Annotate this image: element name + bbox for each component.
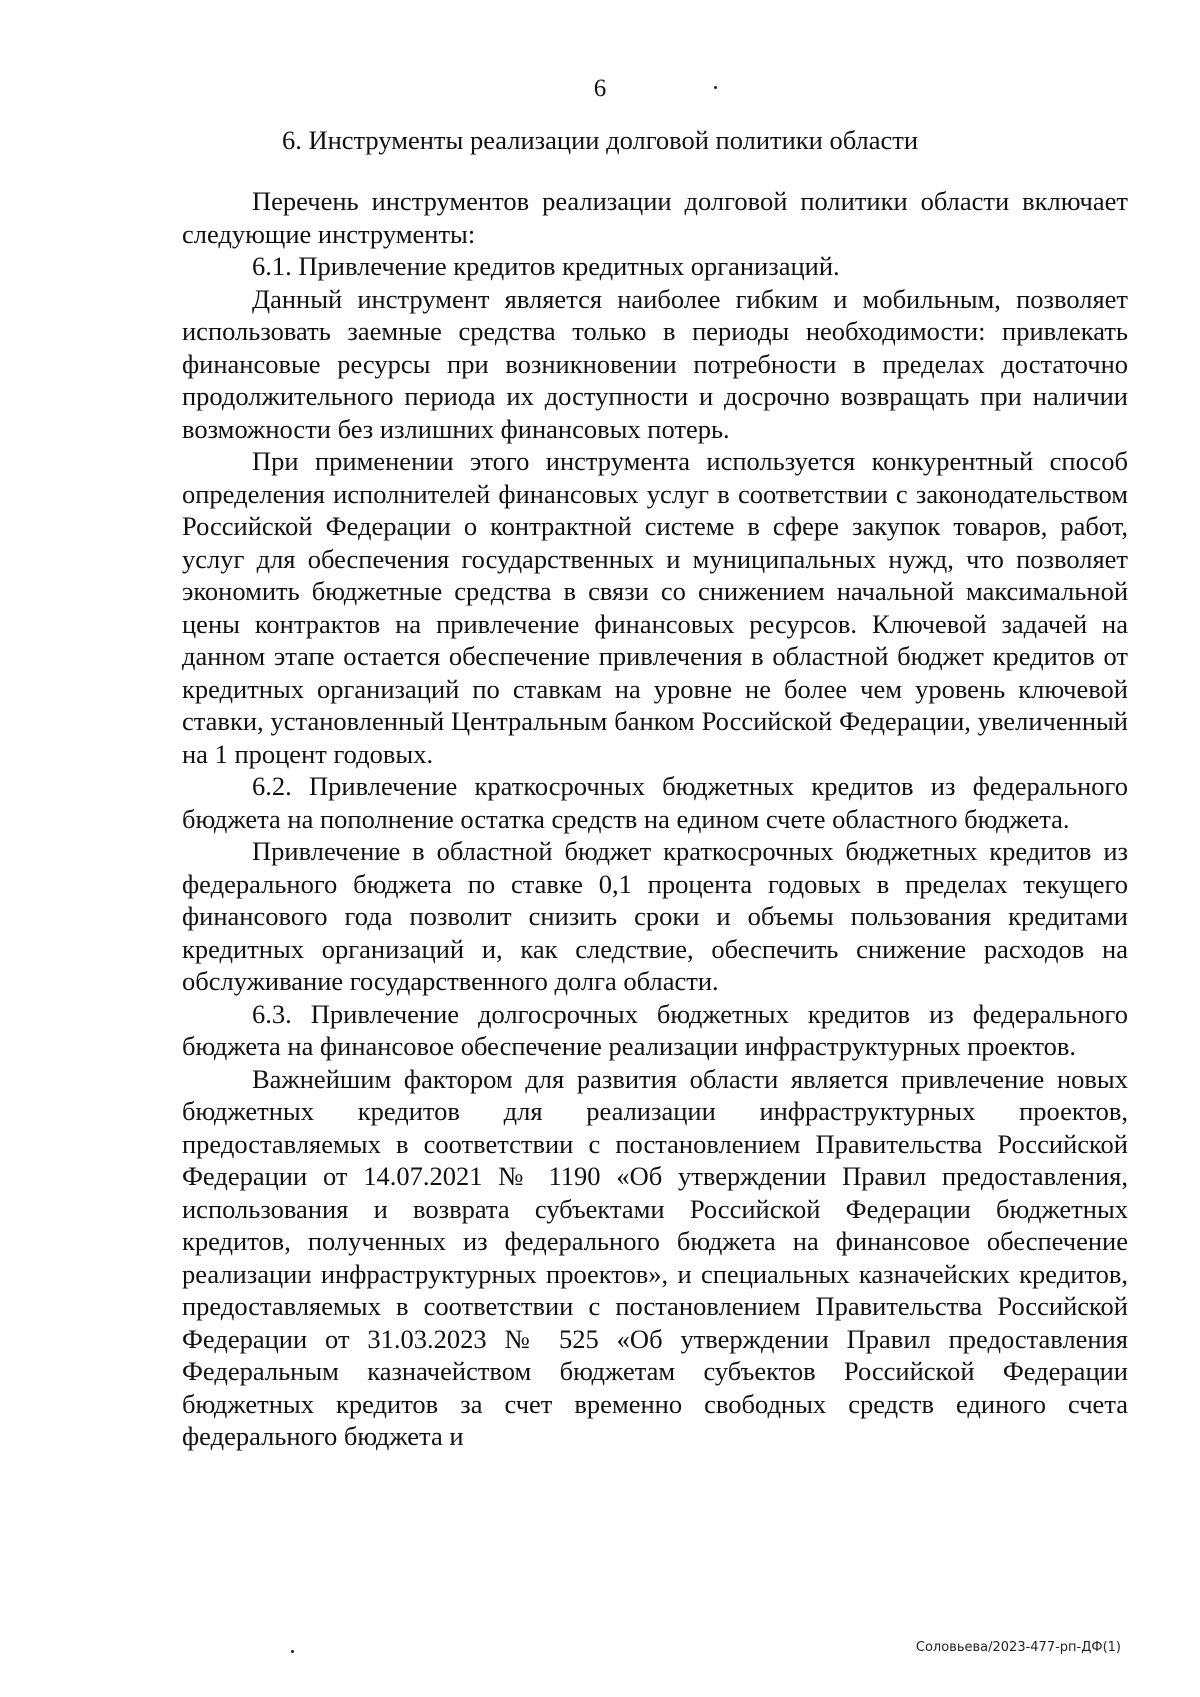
paragraph-intro: Перечень инструментов реализации долговой политики области включает следующие инструменты: (182, 186, 1128, 249)
paragraph-6-1-procurement: При применении этого инструмента используется конкурентный способ определения исполнителей финансовых услуг в соответствии с законодательством Российской Федерации о контрактной системе в сфере закупок товаров, работ, услуг для обеспечения государственных и муниципальных нужд, что позволяет экономить бюджетные средства в связи со снижением начальной максимальной цены контрактов на привлечение финансовых ресурсов. Ключевой задачей на данном этапе остается обеспечение привлечения в областной бюджет кредитов от кредитных организаций по ставкам на уровне не более чем уровень ключевой ставки, установленный Центральным банком Российской Федерации, увеличенный на 1 процент годовых. (182, 446, 1128, 769)
page-number: 6 (593, 75, 607, 102)
paragraph-6-1-description: Данный инструмент является наиболее гибким и мобильным, позволяет использовать заемные средства только в периоды необходимости: привлекать финансовые ресурсы при возникновении потребности в пределах достаточно продолжительного периода их доступности и досрочно возвращать при наличии возможности без излишних финансовых потерь. (182, 283, 1128, 444)
document-body (182, 185, 1128, 1453)
footer-document-code: Соловьева/2023-477-рп-ДФ(1) (915, 1640, 1121, 1655)
scan-speck (291, 1650, 294, 1653)
section-heading: 6. Инструменты реализации долговой политики области (281, 125, 919, 155)
paragraph-item-6-3: 6.3. Привлечение долгосрочных бюджетных кредитов из федерального бюджета на финансовое обеспечение реализации инфраструктурных проектов. (182, 998, 1128, 1061)
paragraph-6-3-description: Важнейшим фактором для развития области является привлечение новых бюджетных кредитов для реализации инфраструктурных проектов, предоставляемых в соответствии с постановлением Правительства Российской Федерации от 14.07.2021 № 1190 «Об утверждении Правил предоставления, использования и возврата субъектами Российской Федерации бюджетных кредитов, полученных из федерального бюджета на финансовое обеспечение реализации инфраструктурных проектов», и специальных казначейских кредитов, предоставляемых в соответствии с постановлением Правительства Российской Федерации от 31.03.2023 № 525 «Об утверждении Правил предоставления Федеральным казначейством бюджетам субъектов Российской Федерации бюджетных кредитов за счет временно свободных средств единого счета федерального бюджета и (182, 1063, 1128, 1451)
paragraph-item-6-1: 6.1. Привлечение кредитов кредитных организаций. (252, 251, 840, 281)
scan-speck (714, 86, 717, 89)
paragraph-6-2-description: Привлечение в областной бюджет краткосрочных бюджетных кредитов из федерального бюджета по ставке 0,1 процента годовых в пределах текущего финансового года позволит снизить сроки и объемы пользования кредитами кредитных организаций и, как следствие, обеспечить снижение расходов на обслуживание государственного долга области. (182, 836, 1128, 996)
paragraph-item-6-2: 6.2. Привлечение краткосрочных бюджетных кредитов из федерального бюджета на пополнение остатка средств на едином счете областного бюджета. (182, 771, 1128, 834)
